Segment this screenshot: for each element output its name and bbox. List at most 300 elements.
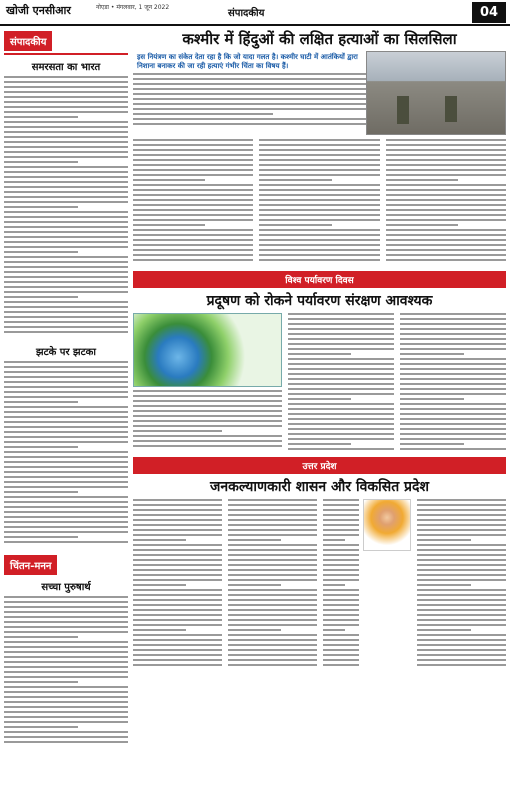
text-line bbox=[323, 654, 360, 656]
left-column bbox=[4, 30, 128, 796]
text-line bbox=[4, 276, 128, 278]
text-line bbox=[4, 631, 128, 633]
text-line bbox=[4, 406, 128, 408]
text-line bbox=[133, 73, 366, 75]
text-line bbox=[4, 151, 128, 153]
text-line bbox=[4, 271, 128, 273]
text-line bbox=[259, 259, 379, 261]
text-line bbox=[4, 641, 128, 643]
text-line bbox=[386, 179, 458, 181]
text-line bbox=[4, 301, 128, 303]
text-line bbox=[4, 686, 128, 688]
text-line bbox=[228, 574, 317, 576]
text-line bbox=[400, 328, 506, 330]
lead-intro: इस नियंत्रण का संकेत देता रहा है कि जो यादा गलत है। कश्मीर घाटी में आतंकियों द्वारा निशाना बनाकर की जा रही हत्याएं गंभीर चिंता का विषय हैं। bbox=[137, 53, 358, 70]
text-line bbox=[133, 584, 186, 586]
text-line bbox=[4, 436, 128, 438]
article-title: जनकल्याणकारी शासन और विकसित प्रदेश bbox=[210, 479, 429, 495]
text-line bbox=[259, 229, 379, 231]
text-line bbox=[4, 726, 78, 728]
article-body bbox=[133, 139, 253, 267]
text-line bbox=[288, 438, 394, 440]
text-line bbox=[4, 536, 78, 538]
text-line bbox=[386, 249, 506, 251]
article-body bbox=[417, 499, 506, 669]
text-line bbox=[417, 554, 506, 556]
text-line bbox=[259, 234, 379, 236]
text-line bbox=[228, 549, 317, 551]
text-line bbox=[133, 619, 222, 621]
text-line bbox=[228, 564, 317, 566]
text-line bbox=[228, 514, 317, 516]
text-line bbox=[228, 504, 317, 506]
text-line bbox=[133, 400, 282, 402]
text-line bbox=[133, 664, 222, 666]
main-headline: कश्मीर में हिंदुओं की लक्षित हत्याओं का सिलसिला bbox=[182, 30, 457, 48]
text-line bbox=[4, 701, 128, 703]
text-line bbox=[228, 579, 317, 581]
article-body bbox=[4, 361, 128, 549]
text-line bbox=[323, 649, 360, 651]
text-line bbox=[4, 176, 128, 178]
text-line bbox=[133, 420, 282, 422]
text-line bbox=[133, 229, 253, 231]
text-line bbox=[4, 391, 128, 393]
text-line bbox=[133, 169, 253, 171]
text-line bbox=[386, 149, 506, 151]
text-line bbox=[4, 306, 128, 308]
text-line bbox=[259, 184, 379, 186]
text-line bbox=[417, 569, 506, 571]
text-line bbox=[417, 644, 506, 646]
text-line bbox=[259, 214, 379, 216]
text-line bbox=[4, 211, 128, 213]
text-line bbox=[4, 511, 128, 513]
text-line bbox=[400, 353, 464, 355]
text-line bbox=[4, 741, 128, 743]
text-line bbox=[323, 539, 345, 541]
text-line bbox=[228, 569, 317, 571]
article-title: समरसता का भारत bbox=[31, 62, 101, 73]
text-line bbox=[4, 201, 128, 203]
text-line bbox=[133, 415, 282, 417]
text-line bbox=[133, 103, 366, 105]
text-line bbox=[386, 209, 506, 211]
text-line bbox=[133, 654, 222, 656]
text-line bbox=[4, 206, 78, 208]
text-line bbox=[4, 166, 128, 168]
text-line bbox=[288, 448, 394, 450]
text-line bbox=[133, 199, 253, 201]
text-line bbox=[400, 358, 506, 360]
text-line bbox=[288, 363, 394, 365]
text-line bbox=[133, 564, 222, 566]
text-line bbox=[133, 88, 366, 90]
text-line bbox=[133, 194, 253, 196]
text-line bbox=[228, 499, 317, 501]
text-line bbox=[400, 388, 506, 390]
text-line bbox=[259, 174, 379, 176]
text-line bbox=[288, 333, 394, 335]
text-line bbox=[288, 353, 352, 355]
text-line bbox=[228, 664, 317, 666]
text-line bbox=[4, 246, 128, 248]
text-line bbox=[323, 604, 360, 606]
text-line bbox=[288, 428, 394, 430]
text-line bbox=[400, 423, 506, 425]
article-body bbox=[133, 499, 222, 669]
article-body bbox=[400, 313, 506, 453]
article-body bbox=[259, 139, 379, 267]
text-line bbox=[4, 421, 128, 423]
article-columns bbox=[133, 313, 506, 453]
text-line bbox=[323, 554, 360, 556]
text-line bbox=[417, 499, 506, 501]
article-title: झटके पर झटका bbox=[36, 347, 96, 358]
section-banner: चिंतन-मनन bbox=[4, 555, 57, 575]
text-line bbox=[228, 594, 317, 596]
text-line bbox=[386, 189, 506, 191]
article-body bbox=[133, 73, 366, 129]
text-line bbox=[133, 159, 253, 161]
text-line bbox=[4, 706, 128, 708]
text-line bbox=[133, 649, 222, 651]
text-line bbox=[133, 179, 205, 181]
text-line bbox=[4, 156, 128, 158]
text-line bbox=[386, 184, 506, 186]
text-line bbox=[417, 629, 470, 631]
text-line bbox=[228, 519, 317, 521]
text-line bbox=[228, 659, 317, 661]
text-line bbox=[4, 161, 78, 163]
text-line bbox=[4, 476, 128, 478]
text-line bbox=[133, 395, 282, 397]
text-line bbox=[4, 711, 128, 713]
text-line bbox=[417, 504, 506, 506]
text-line bbox=[133, 445, 282, 447]
text-line bbox=[386, 204, 506, 206]
text-line bbox=[4, 411, 128, 413]
text-line bbox=[386, 174, 506, 176]
text-line bbox=[133, 430, 222, 432]
text-line bbox=[4, 731, 128, 733]
text-line bbox=[4, 226, 128, 228]
text-line bbox=[4, 636, 78, 638]
article-body bbox=[386, 139, 506, 267]
article-columns bbox=[133, 499, 506, 669]
text-line bbox=[288, 323, 394, 325]
text-line bbox=[417, 564, 506, 566]
text-line bbox=[4, 261, 128, 263]
text-line bbox=[133, 559, 222, 561]
text-line bbox=[259, 244, 379, 246]
text-line bbox=[4, 371, 128, 373]
text-line bbox=[133, 78, 366, 80]
text-line bbox=[400, 373, 506, 375]
text-line bbox=[400, 383, 506, 385]
text-line bbox=[4, 501, 128, 503]
text-line bbox=[386, 219, 506, 221]
text-line bbox=[4, 331, 128, 333]
text-line bbox=[400, 413, 506, 415]
text-line bbox=[228, 524, 317, 526]
text-line bbox=[323, 499, 360, 501]
text-line bbox=[323, 514, 360, 516]
text-line bbox=[228, 544, 317, 546]
text-line bbox=[4, 121, 128, 123]
text-line bbox=[417, 619, 506, 621]
text-line bbox=[417, 649, 506, 651]
section-band: उत्तर प्रदेश bbox=[133, 457, 506, 474]
text-line bbox=[133, 569, 222, 571]
text-line bbox=[417, 659, 506, 661]
text-line bbox=[133, 214, 253, 216]
text-line bbox=[259, 239, 379, 241]
text-line bbox=[133, 604, 222, 606]
text-line bbox=[4, 91, 128, 93]
text-line bbox=[400, 343, 506, 345]
text-line bbox=[4, 96, 128, 98]
text-line bbox=[400, 348, 506, 350]
text-line bbox=[417, 614, 506, 616]
text-line bbox=[288, 378, 394, 380]
text-line bbox=[386, 224, 458, 226]
text-line bbox=[4, 456, 128, 458]
text-line bbox=[133, 524, 222, 526]
text-line bbox=[259, 224, 331, 226]
text-line bbox=[4, 446, 78, 448]
text-line bbox=[323, 549, 360, 551]
text-line bbox=[4, 381, 128, 383]
text-line bbox=[4, 491, 78, 493]
text-line bbox=[4, 316, 128, 318]
text-line bbox=[4, 596, 128, 598]
text-line bbox=[417, 529, 506, 531]
text-line bbox=[259, 189, 379, 191]
text-line bbox=[4, 521, 128, 523]
text-line bbox=[323, 544, 360, 546]
text-line bbox=[417, 624, 506, 626]
leader-photo bbox=[363, 499, 411, 551]
text-line bbox=[4, 236, 128, 238]
text-line bbox=[386, 239, 506, 241]
text-line bbox=[4, 451, 128, 453]
text-line bbox=[133, 204, 253, 206]
text-line bbox=[4, 606, 128, 608]
text-line bbox=[4, 296, 78, 298]
text-line bbox=[133, 224, 205, 226]
text-line bbox=[4, 106, 128, 108]
divider bbox=[4, 53, 128, 55]
text-line bbox=[228, 604, 317, 606]
text-line bbox=[288, 358, 394, 360]
text-line bbox=[4, 221, 128, 223]
text-line bbox=[4, 191, 128, 193]
text-line bbox=[228, 649, 317, 651]
text-line bbox=[259, 144, 379, 146]
text-line bbox=[228, 624, 317, 626]
news-photo bbox=[366, 51, 506, 135]
text-line bbox=[417, 654, 506, 656]
text-line bbox=[4, 601, 128, 603]
text-line bbox=[417, 639, 506, 641]
text-line bbox=[133, 144, 253, 146]
text-line bbox=[133, 624, 222, 626]
text-line bbox=[133, 594, 222, 596]
text-line bbox=[417, 599, 506, 601]
text-line bbox=[288, 348, 394, 350]
text-line bbox=[133, 244, 253, 246]
text-line bbox=[4, 506, 128, 508]
text-line bbox=[4, 696, 128, 698]
text-line bbox=[4, 171, 128, 173]
photo-column bbox=[323, 499, 412, 669]
text-line bbox=[323, 614, 360, 616]
text-line bbox=[133, 405, 282, 407]
text-line bbox=[400, 378, 506, 380]
text-line bbox=[4, 721, 128, 723]
photo-block bbox=[366, 51, 506, 135]
text-line bbox=[133, 514, 222, 516]
text-line bbox=[4, 86, 128, 88]
text-line bbox=[228, 644, 317, 646]
text-line bbox=[133, 113, 273, 115]
text-line bbox=[386, 144, 506, 146]
text-line bbox=[288, 433, 394, 435]
text-line bbox=[400, 403, 506, 405]
text-line bbox=[259, 154, 379, 156]
text-line bbox=[400, 398, 464, 400]
text-line bbox=[133, 189, 253, 191]
text-line bbox=[288, 388, 394, 390]
text-line bbox=[323, 644, 360, 646]
text-line bbox=[133, 574, 222, 576]
text-line bbox=[323, 559, 360, 561]
text-line bbox=[259, 204, 379, 206]
section-label: संपादकीय bbox=[228, 8, 265, 19]
text-line bbox=[133, 139, 253, 141]
text-line bbox=[4, 401, 78, 403]
page-number: 04 bbox=[472, 2, 506, 23]
text-line bbox=[133, 98, 366, 100]
text-line bbox=[228, 639, 317, 641]
text-line bbox=[133, 123, 366, 125]
text-line bbox=[228, 589, 317, 591]
text-line bbox=[323, 529, 360, 531]
text-line bbox=[288, 373, 394, 375]
text-line bbox=[288, 338, 394, 340]
text-line bbox=[228, 599, 317, 601]
text-line bbox=[288, 418, 394, 420]
article-body bbox=[4, 596, 128, 746]
text-line bbox=[4, 531, 128, 533]
text-line bbox=[417, 664, 506, 666]
text-line bbox=[4, 671, 128, 673]
text-line bbox=[4, 146, 128, 148]
text-line bbox=[400, 363, 506, 365]
text-line bbox=[386, 234, 506, 236]
text-line bbox=[4, 396, 128, 398]
text-line bbox=[400, 438, 506, 440]
text-line bbox=[386, 169, 506, 171]
text-line bbox=[133, 509, 222, 511]
text-line bbox=[4, 196, 128, 198]
text-line bbox=[4, 661, 128, 663]
text-line bbox=[4, 481, 128, 483]
text-line bbox=[228, 609, 317, 611]
text-line bbox=[133, 609, 222, 611]
text-line bbox=[4, 431, 128, 433]
text-line bbox=[400, 338, 506, 340]
text-line bbox=[133, 499, 222, 501]
text-line bbox=[4, 286, 128, 288]
text-line bbox=[4, 651, 128, 653]
text-line bbox=[417, 509, 506, 511]
text-line bbox=[323, 624, 360, 626]
text-line bbox=[228, 509, 317, 511]
text-line bbox=[400, 393, 506, 395]
text-line bbox=[133, 154, 253, 156]
environment-image bbox=[133, 313, 282, 387]
text-line bbox=[288, 403, 394, 405]
article-body bbox=[323, 499, 360, 669]
masthead bbox=[0, 0, 510, 26]
article-title: सच्चा पुरुषार्थ bbox=[41, 582, 91, 593]
article-columns bbox=[133, 139, 506, 267]
text-line bbox=[133, 534, 222, 536]
text-line bbox=[4, 386, 128, 388]
text-line bbox=[228, 654, 317, 656]
text-line bbox=[259, 149, 379, 151]
text-line bbox=[288, 318, 394, 320]
text-line bbox=[288, 328, 394, 330]
text-line bbox=[323, 599, 360, 601]
text-line bbox=[133, 440, 282, 442]
text-line bbox=[133, 209, 253, 211]
brand-name: खोजी एनसीआर bbox=[6, 4, 71, 17]
text-line bbox=[323, 504, 360, 506]
text-line bbox=[386, 194, 506, 196]
text-line bbox=[4, 526, 128, 528]
text-line bbox=[259, 209, 379, 211]
text-line bbox=[400, 368, 506, 370]
text-line bbox=[4, 416, 128, 418]
text-line bbox=[288, 313, 394, 315]
text-line bbox=[133, 519, 222, 521]
text-line bbox=[323, 569, 360, 571]
text-line bbox=[4, 81, 128, 83]
text-line bbox=[133, 83, 366, 85]
text-line bbox=[4, 131, 128, 133]
image-column bbox=[133, 313, 282, 453]
text-line bbox=[400, 408, 506, 410]
text-line bbox=[4, 621, 128, 623]
text-line bbox=[259, 179, 331, 181]
text-line bbox=[400, 448, 506, 450]
text-line bbox=[4, 311, 128, 313]
text-line bbox=[133, 544, 222, 546]
text-line bbox=[288, 343, 394, 345]
text-line bbox=[288, 398, 352, 400]
text-line bbox=[259, 159, 379, 161]
text-line bbox=[417, 594, 506, 596]
text-line bbox=[4, 496, 128, 498]
text-line bbox=[4, 181, 128, 183]
text-line bbox=[4, 251, 78, 253]
text-line bbox=[133, 644, 222, 646]
text-line bbox=[228, 634, 317, 636]
lead-block bbox=[133, 51, 506, 135]
